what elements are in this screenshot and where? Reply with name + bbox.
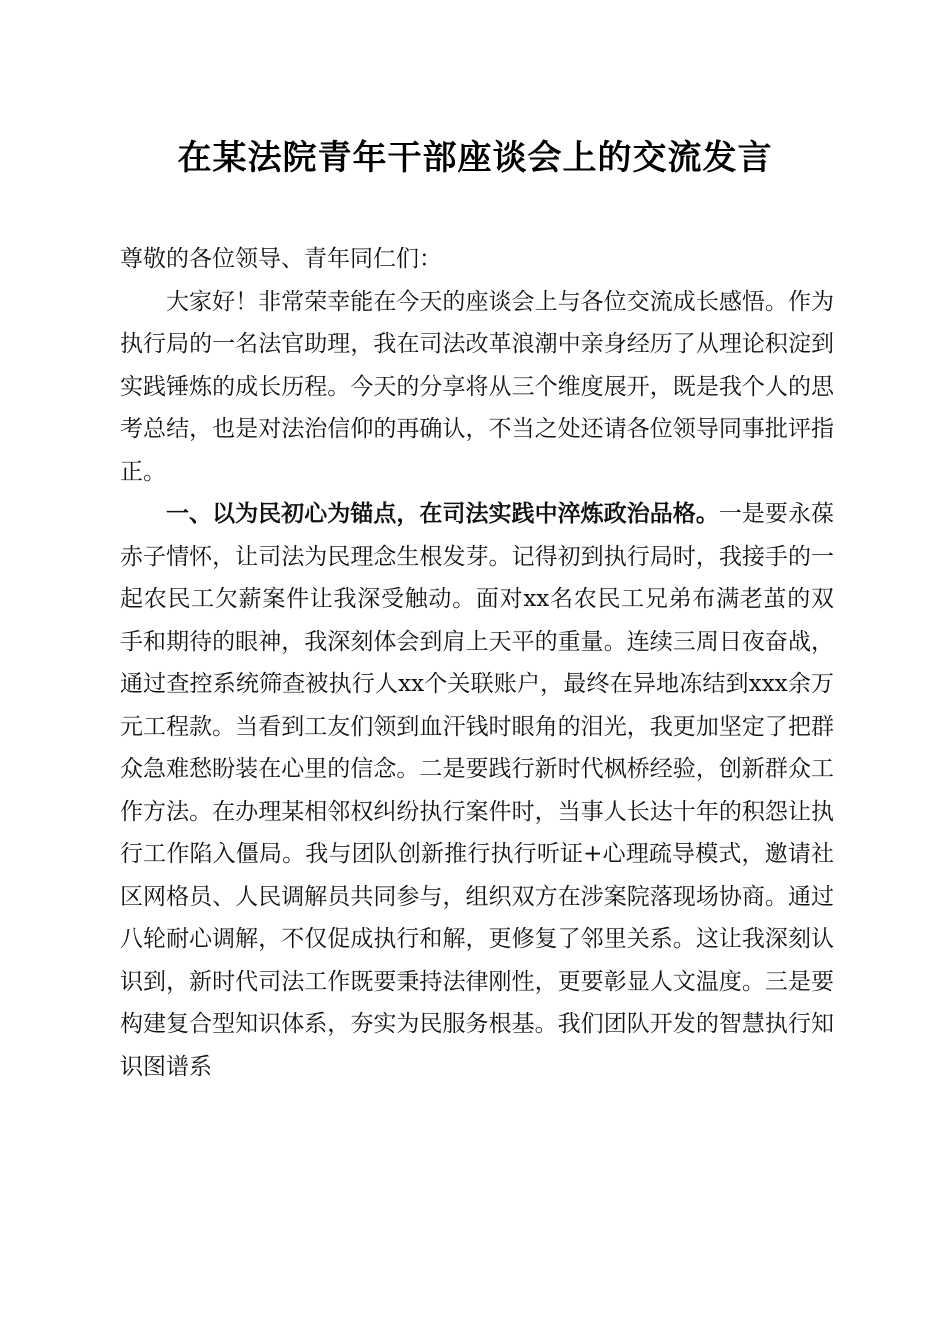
- section-heading: 一、以为民初心为锚点，在司法实践中淬炼政治品格。: [166, 501, 719, 527]
- paragraph-intro: 大家好！非常荣幸能在今天的座谈会上与各位交流成长感悟。作为执行局的一名法官助理，我在司法改革浪潮中亲身经历了从理论积淀到实践锤炼的成长历程。今天的分享将从三个维度展开，既是我个人的思考总结，也是对法治信仰的再确认，不当之处还请各位领导同事批评指正。: [120, 288, 834, 485]
- document-title: 在某法院青年干部座谈会上的交流发言: [177, 138, 773, 178]
- salutation: 尊敬的各位领导、青年同仁们：: [120, 246, 442, 272]
- document-body: [120, 238, 834, 1088]
- section-body: 一是要永葆赤子情怀，让司法为民理念生根发芽。记得初到执行局时，我接手的一起农民工欠薪案件让我深受触动。面对xx名农民工兄弟布满老茧的双手和期待的眼神，我深刻体会到肩上天平的重量。连续三周日夜奋战，通过查控系统筛查被执行人xx个关联账户，最终在异地冻结到xxx余万元工程款。当看到工友们领到血汗钱时眼角的泪光，我更加坚定了把群众急难愁盼装在心里的信念。二是要践行新时代枫桥经验，创新群众工作方法。在办理某相邻权纠纷执行案件时，当事人长达十年的积怨让执行工作陷入僵局。我与团队创新推行执行听证+心理疏导模式，邀请社区网格员、人民调解员共同参与，组织双方在涉案院落现场协商。通过八轮耐心调解，不仅促成执行和解，更修复了邻里关系。这让我深刻认识到，新时代司法工作既要秉持法律刚性，更要彰显人文温度。三是要构建复合型知识体系，夯实为民服务根基。我们团队开发的智慧执行知识图谱系: [120, 501, 835, 1080]
- paragraph-section-1: [120, 493, 834, 1088]
